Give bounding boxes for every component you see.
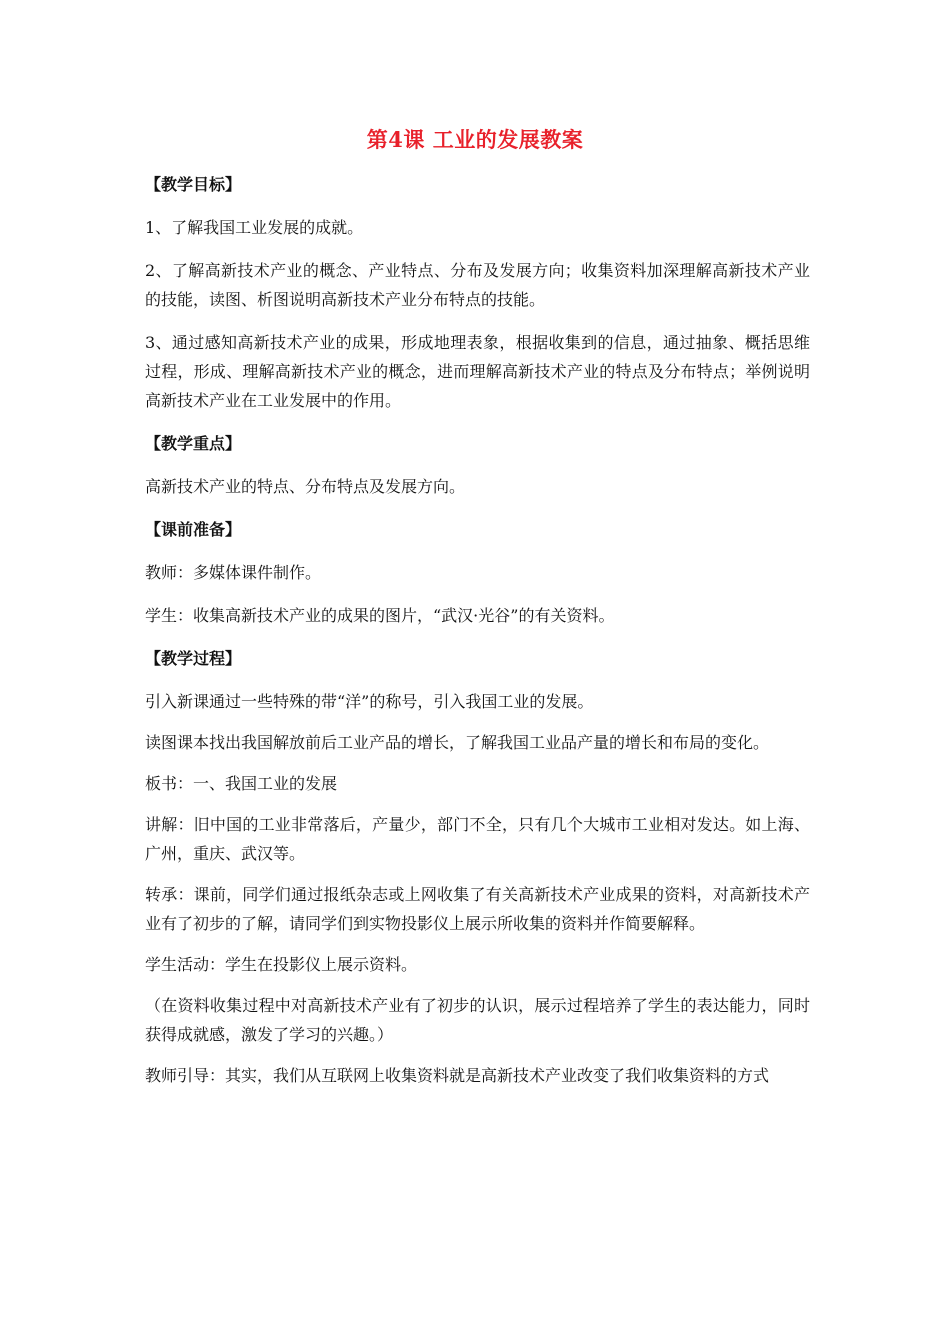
objective-3: 3、通过感知高新技术产业的成果，形成地理表象，根据收集到的信息，通过抽象、概括思维过程，形成、理解高新技术产业的概念，进而理解高新技术产业的特点及分布特点；举例说明高新技术产业在工业发展中的作用。 xyxy=(145,333,810,410)
process-introduction: 引入新课通过一些特殊的带“洋”的称号，引入我国工业的发展。 xyxy=(145,692,594,711)
objective-1: 1、了解我国工业发展的成就。 xyxy=(145,218,364,237)
heading-teaching-process: 【教学过程】 xyxy=(145,649,242,668)
preparation-teacher: 教师：多媒体课件制作。 xyxy=(145,563,322,582)
document-title: 第4课 工业的发展教案 xyxy=(366,127,584,152)
heading-preparation: 【课前准备】 xyxy=(145,520,242,539)
process-explanation: 讲解：旧中国的工业非常落后，产量少，部门不全，只有几个大城市工业相对发达。如上海、广州，重庆、武汉等。 xyxy=(145,815,810,863)
process-board-writing: 板书：一、我国工业的发展 xyxy=(145,774,338,793)
process-teacher-guidance: 教师引导：其实，我们从互联网上收集资料就是高新技术产业改变了我们收集资料的方式 xyxy=(145,1066,770,1085)
process-transition: 转承：课前，同学们通过报纸杂志或上网收集了有关高新技术产业成果的资料，对高新技术产业有了初步的了解，请同学们到实物投影仪上展示所收集的资料并作简要解释。 xyxy=(145,885,810,933)
document-body xyxy=(145,170,810,1102)
objective-2: 2、了解高新技术产业的概念、产业特点、分布及发展方向；收集资料加深理解高新技术产业的技能，读图、析图说明高新技术产业分布特点的技能。 xyxy=(145,261,810,309)
process-student-activity: 学生活动：学生在投影仪上展示资料。 xyxy=(145,955,418,974)
process-read-map: 读图课本找出我国解放前后工业产品的增长，了解我国工业品产量的增长和布局的变化。 xyxy=(145,733,770,752)
heading-teaching-objectives: 【教学目标】 xyxy=(145,175,242,194)
teaching-focus-text: 高新技术产业的特点、分布特点及发展方向。 xyxy=(145,477,466,496)
process-note: （在资料收集过程中对高新技术产业有了初步的认识，展示过程培养了学生的表达能力，同时获得成就感，激发了学习的兴趣。） xyxy=(145,996,810,1044)
preparation-student: 学生：收集高新技术产业的成果的图片，“武汉·光谷”的有关资料。 xyxy=(145,606,615,625)
heading-teaching-focus: 【教学重点】 xyxy=(145,434,242,453)
